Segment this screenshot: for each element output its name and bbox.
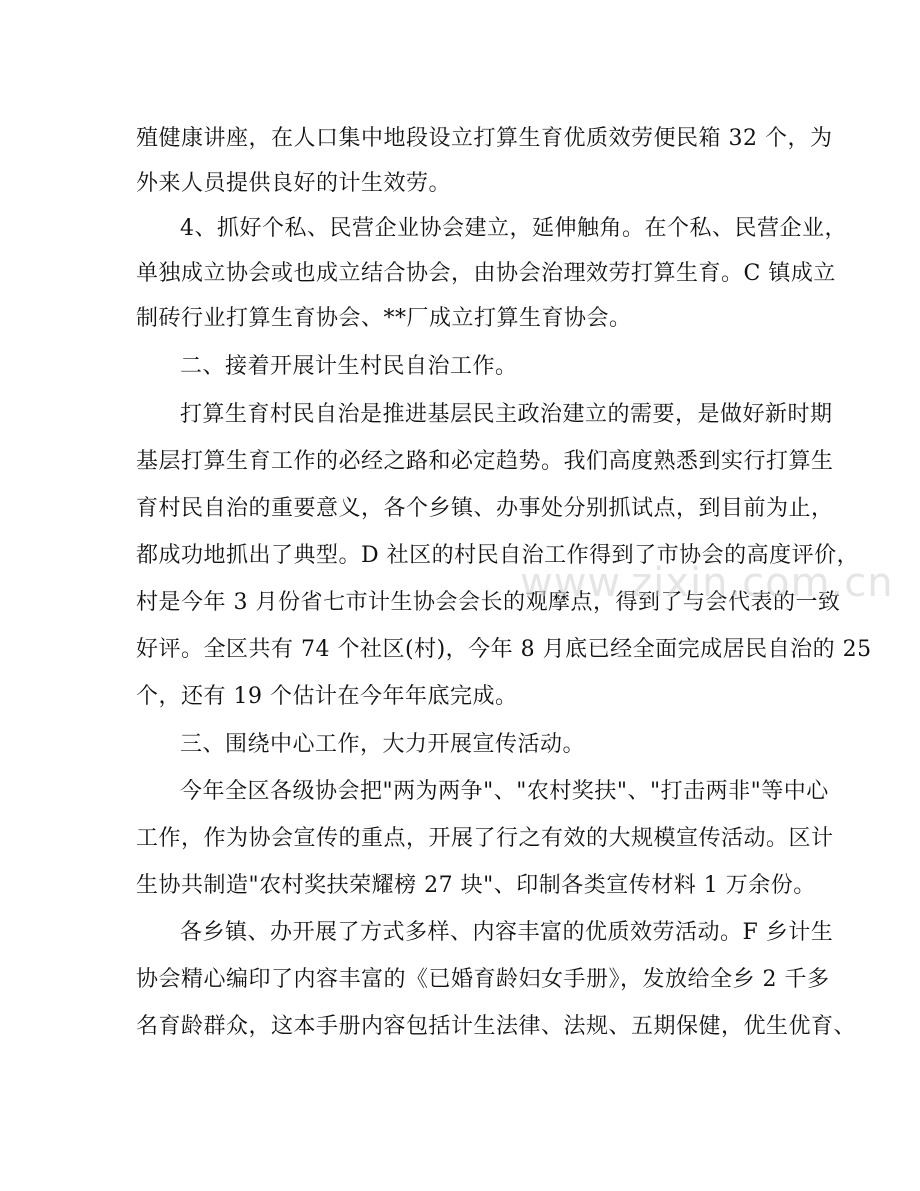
watermark: www.zixin.com.cn [520, 560, 894, 606]
text-line: 制砖行业打算生育协会、**厂成立打算生育协会。 [136, 306, 632, 331]
section-heading: 二、接着开展计生村民自治工作。 [180, 354, 518, 379]
text-line: 生协共制造"农村奖扶荣耀榜 27 块"、印制各类宣传材料 1 万余份。 [136, 873, 816, 898]
text-line: 单独成立协会或也成立结合协会，由协会治理效劳打算生育。C 镇成立 [136, 261, 836, 286]
text-line: 各乡镇、办开展了方式多样、内容丰富的优质效劳活动。F 乡计生 [180, 920, 834, 945]
text-line: 基层打算生育工作的必经之路和必定趋势。我们高度熟悉到实行打算生 [136, 449, 834, 474]
text-line: 殖健康讲座，在人口集中地段设立打算生育优质效劳便民箱 32 个，为 [136, 126, 833, 151]
text-line: 打算生育村民自治是推进基层民主政治建立的需要，是做好新时期 [180, 402, 833, 427]
text-line: 个，还有 19 个估计在今年年底完成。 [136, 684, 518, 709]
text-line: 村是今年 3 月份省七市计生协会会长的观摩点，得到了与会代表的一致 [136, 590, 841, 615]
text-line: 工作，作为协会宣传的重点，开展了行之有效的大规模宣传活动。区计 [136, 826, 834, 851]
text-line: 4、抓好个私、民营企业协会建立，延伸触角。在个私、民营企业， [180, 216, 847, 241]
text-line: 育村民自治的重要意义，各个乡镇、办事处分别抓试点，到目前为止， [136, 496, 834, 521]
text-line: 外来人员提供良好的计生效劳。 [136, 171, 452, 196]
section-heading: 三、围绕中心工作，大力开展宣传活动。 [180, 732, 586, 757]
text-line: 名育龄群众，这本手册内容包括计生法律、法规、五期保健，优生优育、 [136, 1014, 857, 1039]
text-line: 今年全区各级协会把"两为两争"、"农村奖扶"、"打击两非"等中心 [180, 779, 829, 804]
text-line: 好评。全区共有 74 个社区(村)，今年 8 月底已经全面完成居民自治的 25 [136, 637, 872, 662]
text-line: 都成功地抓出了典型。D 社区的村民自治工作得到了市协会的高度评价， [136, 543, 860, 568]
text-line: 协会精心编印了内容丰富的《已婚育龄妇女手册》，发放给全乡 2 千多 [136, 967, 830, 992]
